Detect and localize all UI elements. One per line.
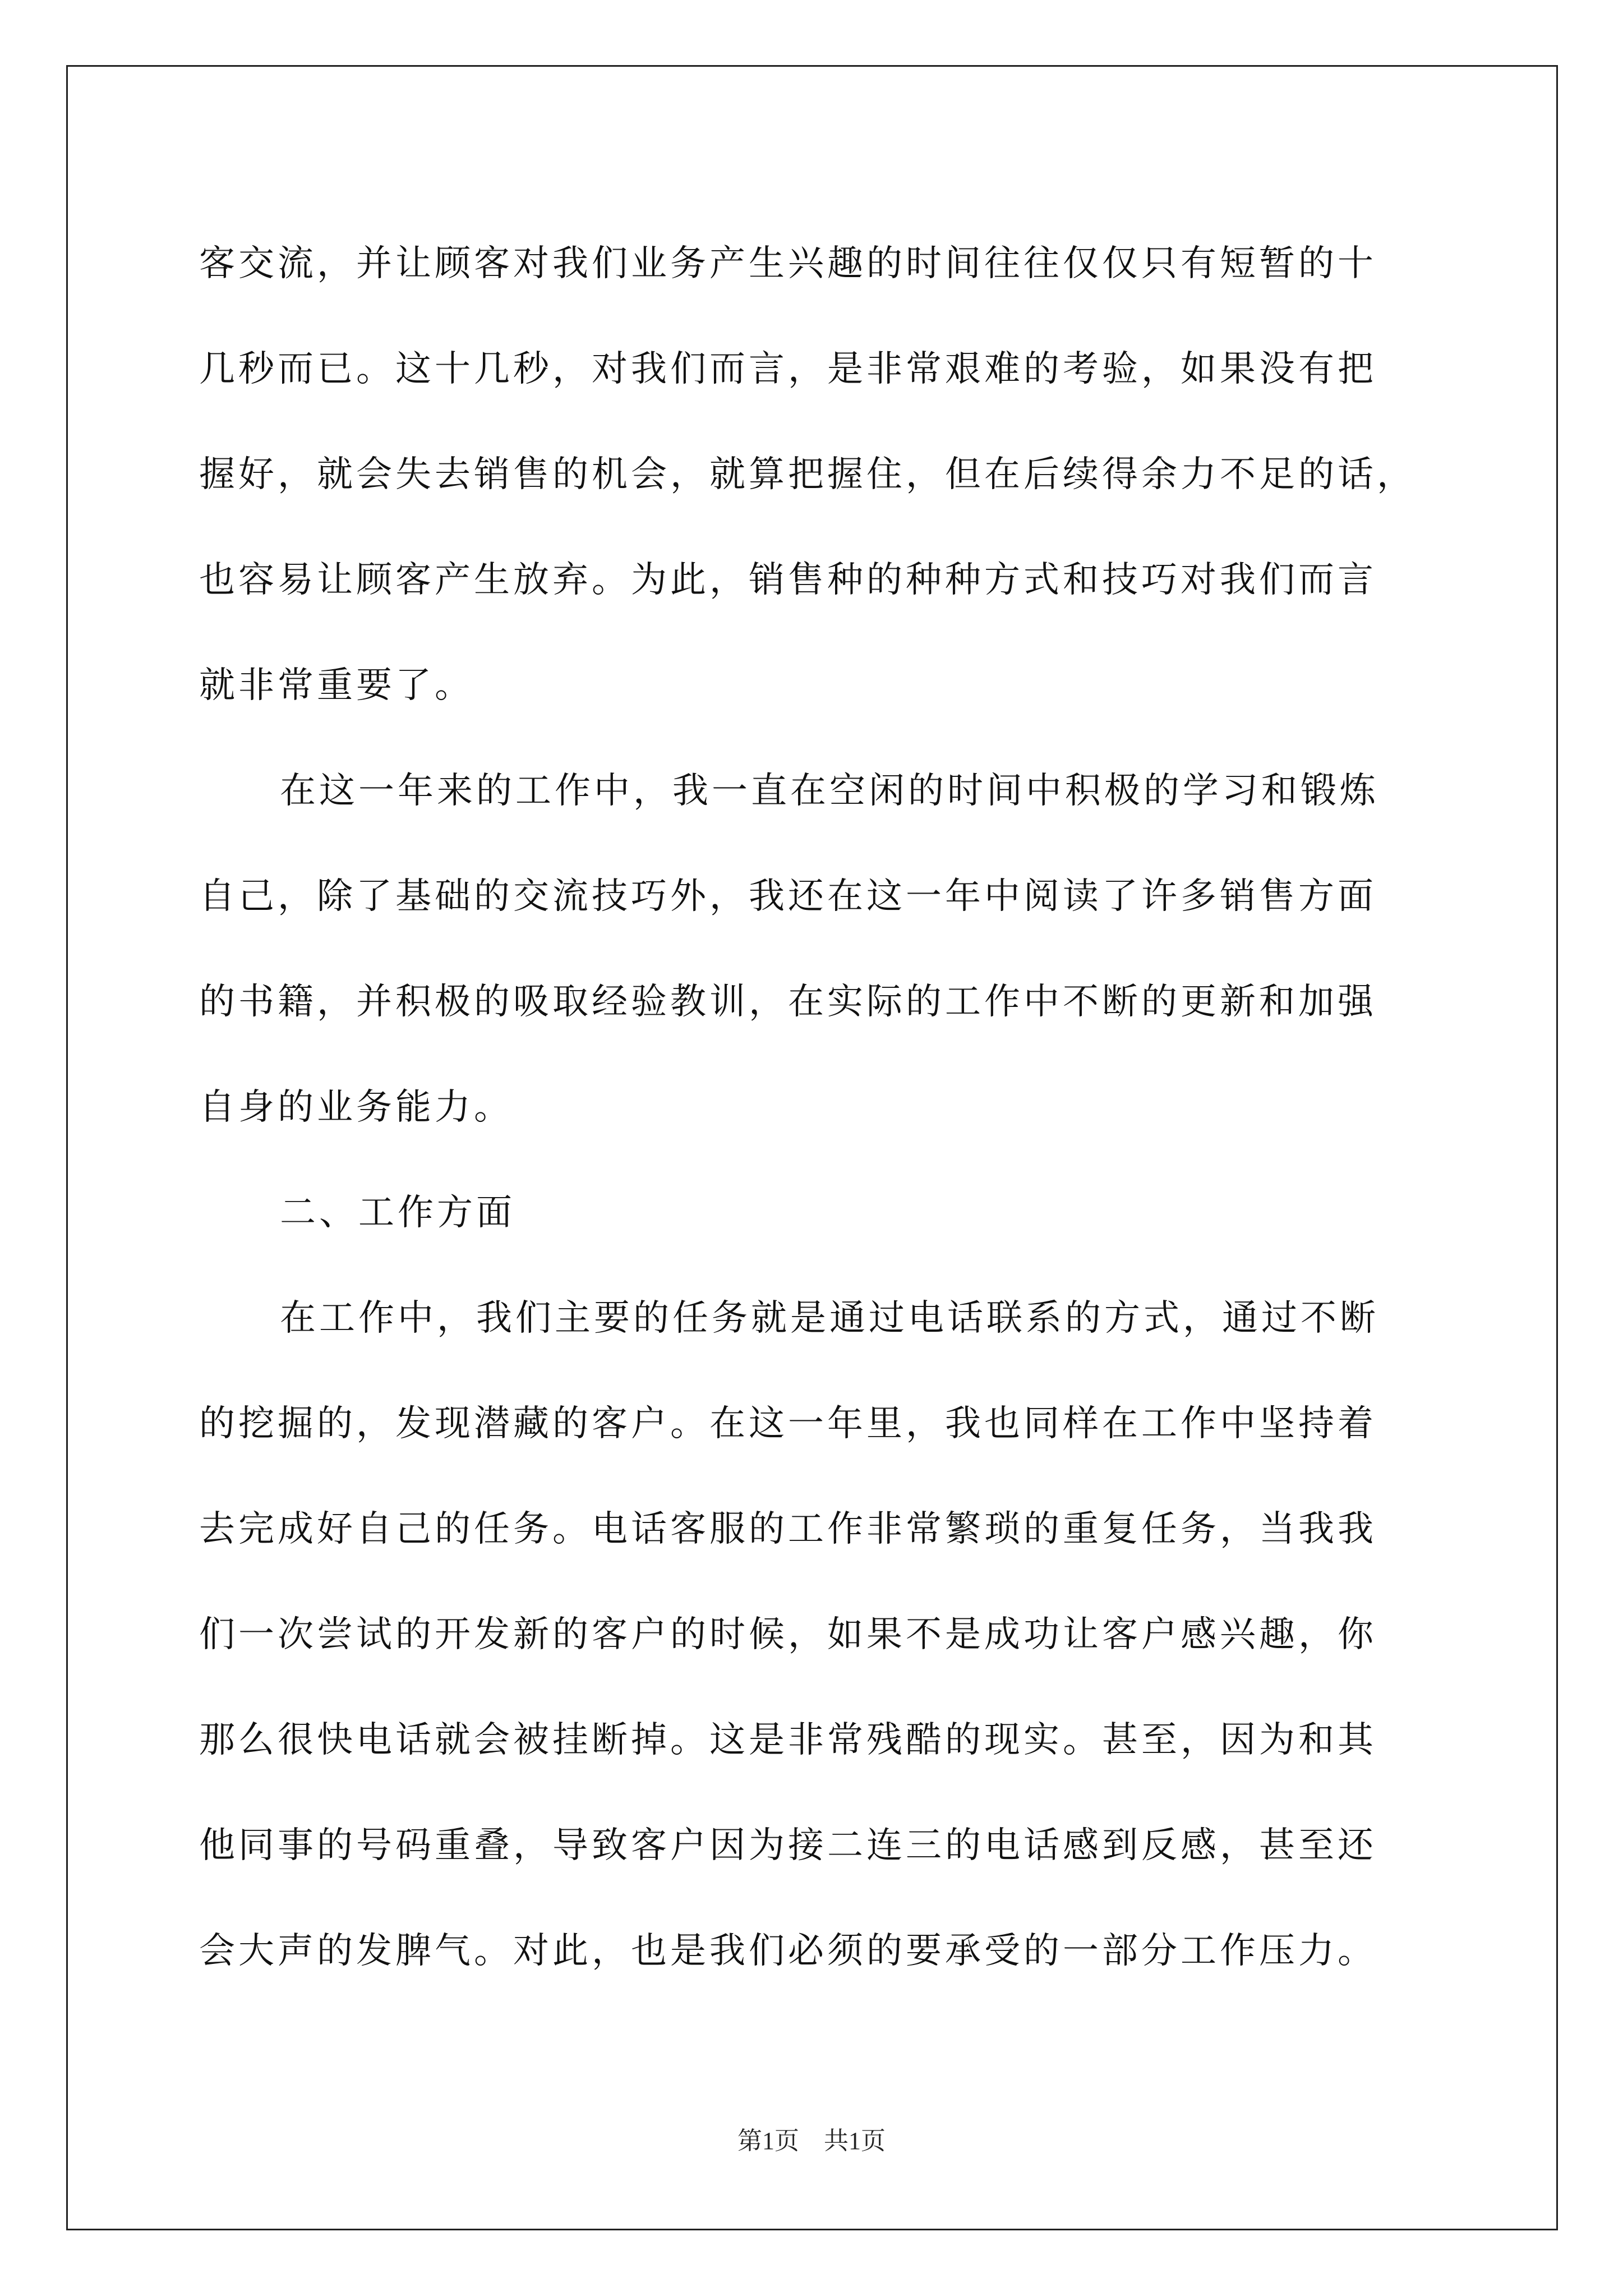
text-line: 去完成好自己的任务。电话客服的工作非常繁琐的重复任务，当我我 (199, 1508, 1377, 1550)
text-line: 们一次尝试的开发新的客户的时候，如果不是成功让客户感兴趣，你 (199, 1614, 1377, 1655)
page-number: 第1页 共1页 (737, 2127, 886, 2155)
text-line: 自己，除了基础的交流技巧外，我还在这一年中阅读了许多销售方面 (199, 876, 1377, 917)
paragraph-first-line: 在工作中，我们主要的任务就是通过电话联系的方式，通过不断 (280, 1297, 1379, 1339)
document-body (199, 211, 1433, 2004)
text-line: 他同事的号码重叠，导致客户因为接二连三的电话感到反感，甚至还 (199, 1825, 1377, 1866)
text-line: 那么很快电话就会被挂断掉。这是非常残酷的现实。甚至，因为和其 (199, 1719, 1377, 1761)
text-line: 会大声的发脾气。对此，也是我们必须的要承受的一部分工作压力。 (199, 1930, 1377, 1972)
text-line: 握好，就会失去销售的机会，就算把握住，但在后续得余力不足的话， (199, 454, 1416, 495)
text-line: 的挖掘的，发现潜藏的客户。在这一年里，我也同样在工作中坚持着 (199, 1403, 1377, 1444)
section-heading: 二、工作方面 (280, 1192, 515, 1234)
text-line: 几秒而已。这十几秒，对我们而言，是非常艰难的考验，如果没有把 (199, 348, 1377, 390)
text-line: 就非常重要了。 (199, 665, 474, 706)
text-line: 自身的业务能力。 (199, 1087, 513, 1128)
text-line: 的书籍，并积极的吸取经验教训，在实际的工作中不断的更新和加强 (199, 981, 1377, 1023)
text-line: 也容易让顾客产生放弃。为此，销售种的种种方式和技巧对我们而言 (199, 559, 1377, 601)
paragraph-first-line: 在这一年来的工作中，我一直在空闲的时间中积极的学习和锻炼 (280, 770, 1379, 812)
text-line: 客交流，并让顾客对我们业务产生兴趣的时间往往仅仅只有短暂的十 (199, 243, 1377, 284)
